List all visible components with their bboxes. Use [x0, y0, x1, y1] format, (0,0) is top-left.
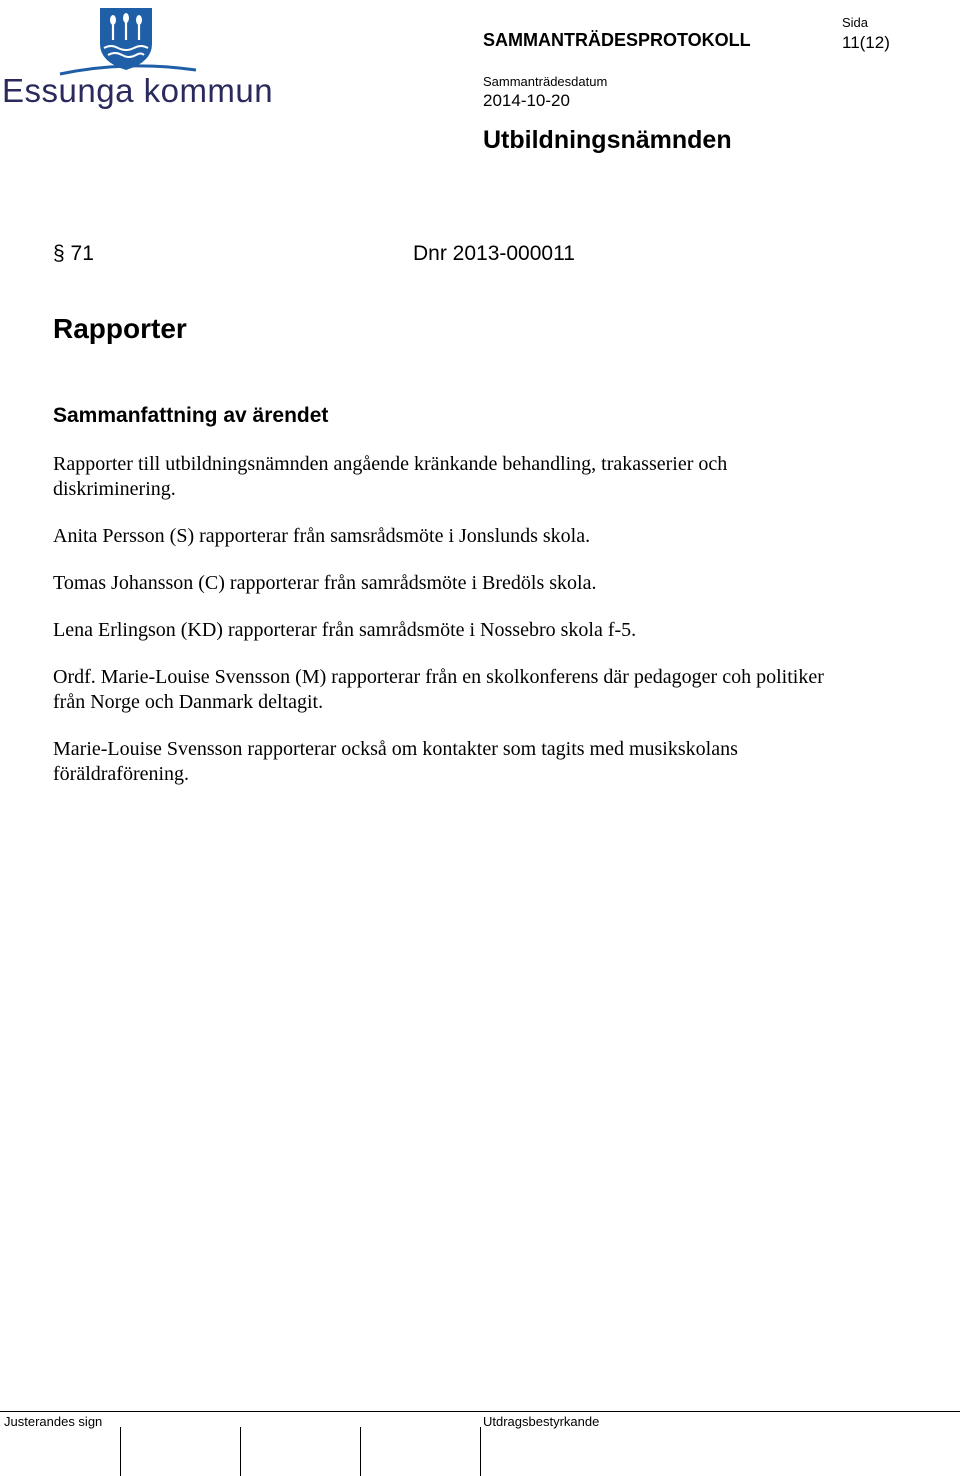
footer-divider: [0, 1411, 960, 1412]
signature-box-divider: [240, 1427, 241, 1476]
page-label: Sida: [842, 15, 869, 30]
extract-certification-label: Utdragsbestyrkande: [483, 1414, 600, 1429]
page-number: 11(12): [842, 33, 890, 52]
body-paragraph: Marie-Louise Svensson rapporterar också om kontakter som tagits med musikskolans föräldraförening.: [53, 738, 738, 785]
summary-heading: Sammanfattning av ärendet: [53, 404, 329, 427]
section-title: Rapporter: [53, 313, 187, 344]
committee-name: Utbildningsnämnden: [483, 126, 732, 154]
body-paragraph: Rapporter till utbildningsnämnden angående kränkande behandling, trakasserier och diskriminering.: [53, 453, 728, 500]
signature-box-divider: [120, 1427, 121, 1476]
meeting-date: 2014-10-20: [483, 91, 570, 110]
body-paragraph: Tomas Johansson (C) rapporterar från samrådsmöte i Bredöls skola.: [53, 572, 597, 594]
document-type: SAMMANTRÄDESPROTOKOLL: [483, 30, 751, 50]
meeting-date-label: Sammanträdesdatum: [483, 74, 608, 89]
signature-box-divider: [360, 1427, 361, 1476]
registration-number: Dnr 2013-000011: [413, 242, 575, 265]
body-paragraph: Lena Erlingson (KD) rapporterar från samrådsmöte i Nossebro skola f-5.: [53, 619, 637, 641]
paragraph-number: § 71: [53, 242, 94, 265]
summary-body: [53, 452, 853, 809]
adjuster-signature-label: Justerandes sign: [4, 1414, 103, 1429]
body-paragraph: Ordf. Marie-Louise Svensson (M) rapporterar från en skolkonferens där pedagoger coh politiker från Norge och Danmark deltagit.: [53, 666, 824, 713]
logo-text: Essunga kommun: [2, 72, 274, 109]
signature-box-divider: [480, 1427, 481, 1476]
body-paragraph: Anita Persson (S) rapporterar från samsrådsmöte i Jonslunds skola.: [53, 525, 591, 547]
